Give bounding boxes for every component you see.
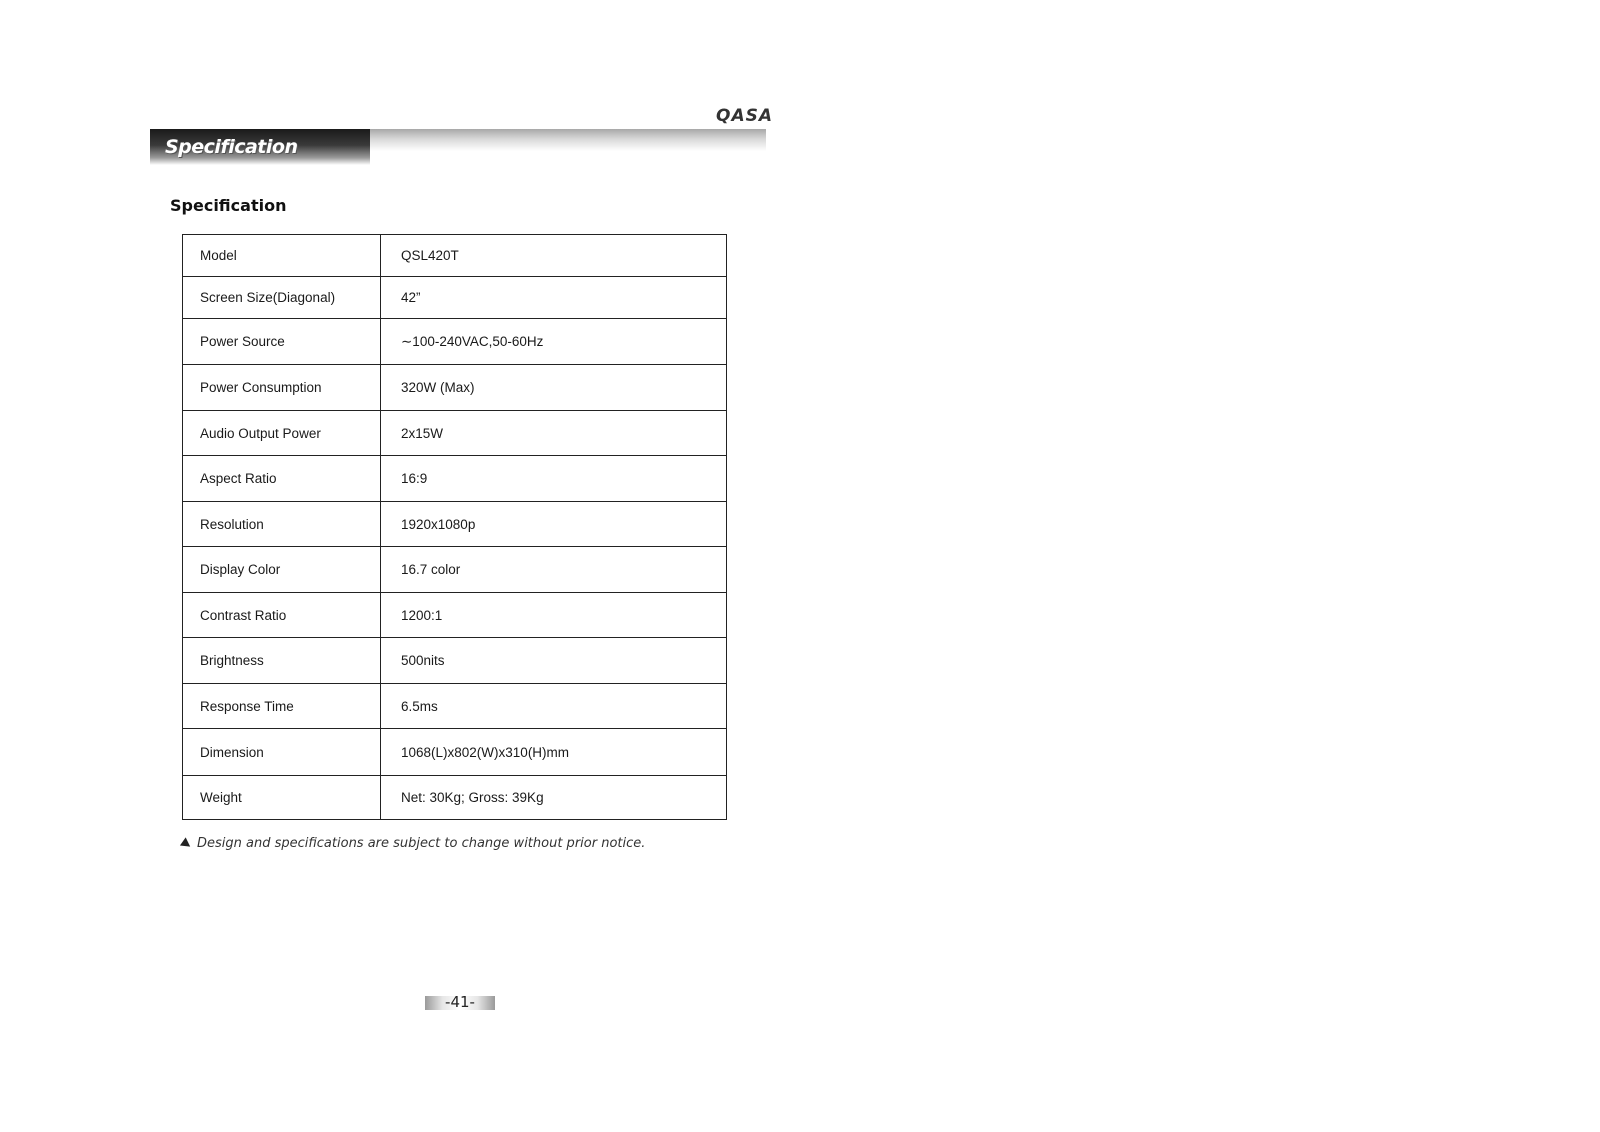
table-row	[183, 638, 727, 684]
spec-label: Brightness	[183, 638, 381, 684]
spec-label: Dimension	[183, 729, 381, 776]
spec-label: Display Color	[183, 547, 381, 593]
table-row	[183, 277, 727, 319]
header-tab-title: Specification	[165, 136, 298, 158]
spec-label: Contrast Ratio	[183, 593, 381, 638]
spec-value: 2x15W	[381, 411, 727, 456]
spec-value: 6.5ms	[381, 684, 727, 729]
header-bar	[150, 129, 766, 165]
section-title: Specification	[170, 196, 287, 215]
table-row	[183, 319, 727, 365]
spec-value: 16:9	[381, 456, 727, 502]
table-row	[183, 456, 727, 502]
brand-logo: QASA	[716, 106, 774, 126]
table-row	[183, 684, 727, 729]
table-row	[183, 729, 727, 776]
triangle-pointer-icon	[180, 837, 193, 850]
spec-label: Aspect Ratio	[183, 456, 381, 502]
spec-label: Power Source	[183, 319, 381, 365]
spec-label: Screen Size(Diagonal)	[183, 277, 381, 319]
header-tab	[150, 129, 370, 165]
spec-value: 1200:1	[381, 593, 727, 638]
spec-label: Audio Output Power	[183, 411, 381, 456]
spec-value: QSL420T	[381, 235, 727, 277]
spec-value: 1920x1080p	[381, 502, 727, 547]
spec-value: 42”	[381, 277, 727, 319]
page-number-box	[425, 993, 495, 1011]
table-row	[183, 365, 727, 411]
spec-label: Power Consumption	[183, 365, 381, 411]
spec-value: 16.7 color	[381, 547, 727, 593]
spec-label: Response Time	[183, 684, 381, 729]
table-row	[183, 547, 727, 593]
header-strip	[370, 129, 766, 151]
spec-value: Net: 30Kg; Gross: 39Kg	[381, 776, 727, 820]
spec-label: Weight	[183, 776, 381, 820]
disclaimer-text: Design and specifications are subject to change without prior notice.	[197, 836, 646, 851]
table-row	[183, 411, 727, 456]
table-row	[183, 593, 727, 638]
page-number: -41-	[445, 993, 475, 1011]
spec-table	[182, 234, 727, 820]
spec-value: ∼100-240VAC,50-60Hz	[381, 319, 727, 365]
spec-value: 1068(L)x802(W)x310(H)mm	[381, 729, 727, 776]
spec-value: 320W (Max)	[381, 365, 727, 411]
table-row	[183, 502, 727, 547]
table-row	[183, 776, 727, 820]
spec-table-body	[183, 235, 727, 820]
disclaimer-note	[182, 836, 645, 851]
spec-value: 500nits	[381, 638, 727, 684]
spec-label: Resolution	[183, 502, 381, 547]
spec-label: Model	[183, 235, 381, 277]
table-row	[183, 235, 727, 277]
